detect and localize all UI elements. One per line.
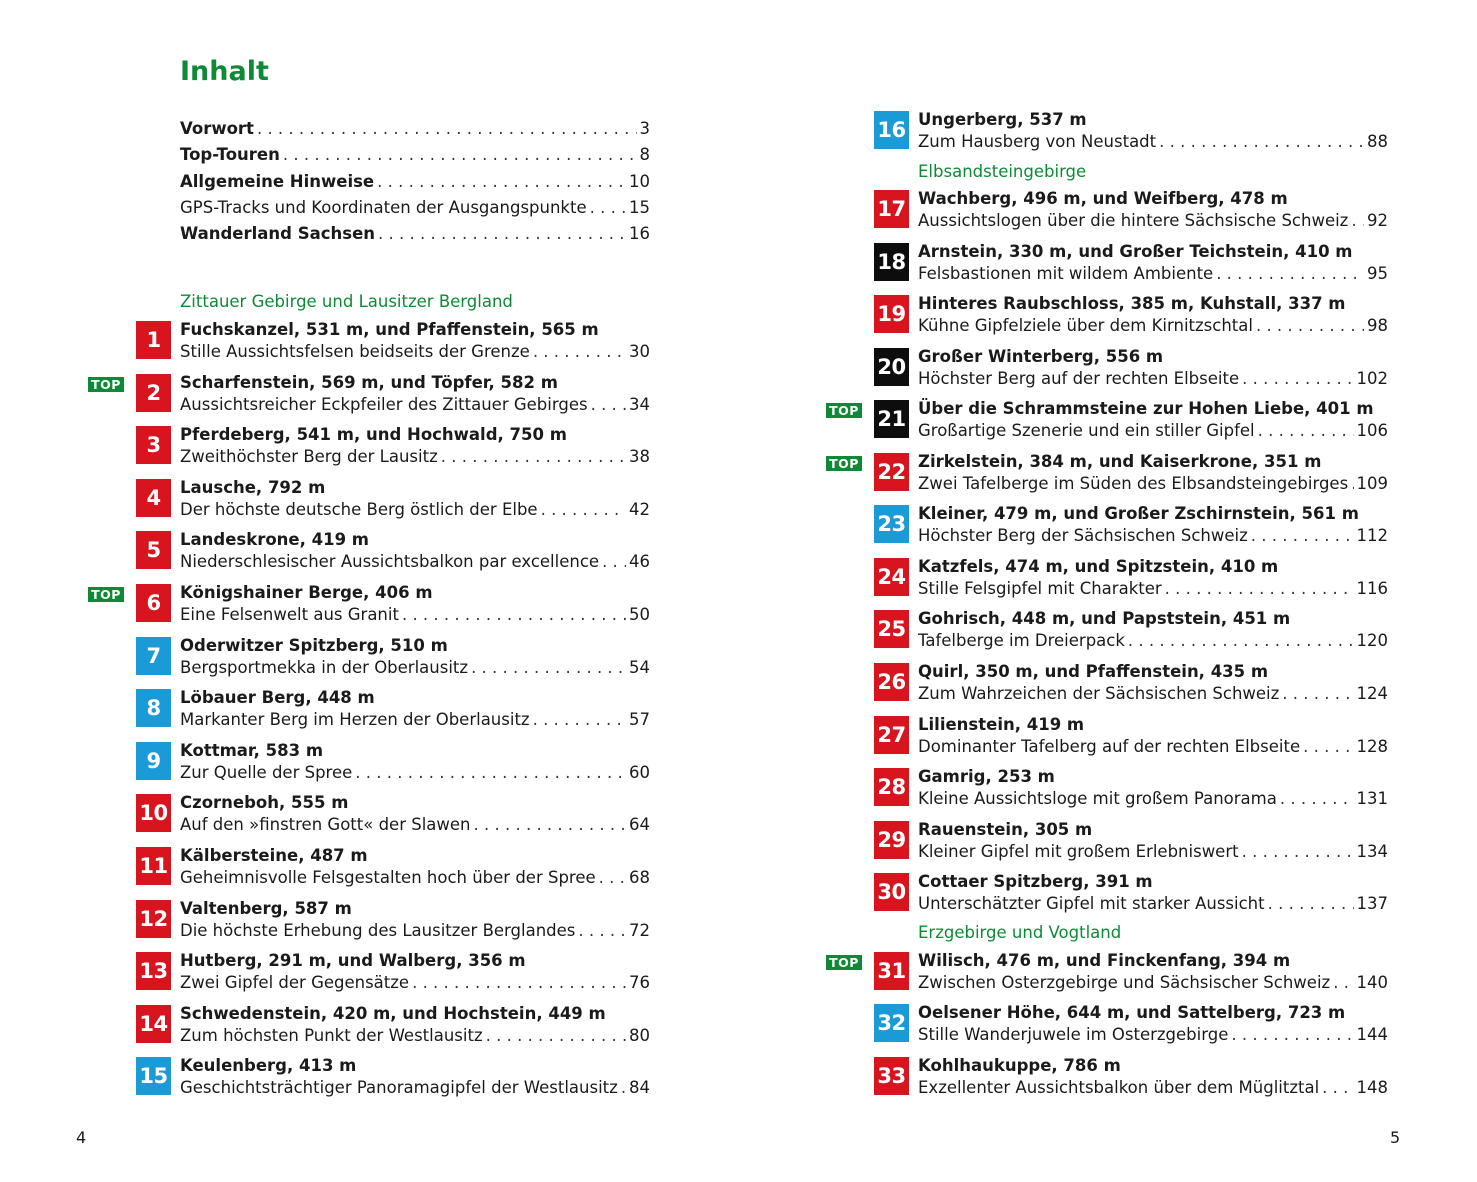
leader-dots: [1256, 315, 1364, 337]
leader-dots: [283, 145, 637, 164]
tour-subtitle-line: [180, 762, 650, 784]
section-heading-elbsandstein: Elbsandsteingebirge: [918, 162, 1087, 181]
tour-subtitle: Kühne Gipfelziele über dem Kirnitzschtal: [918, 316, 1253, 335]
tour-text: [180, 477, 650, 521]
tour-subtitle: Tafelberge im Dreierpack: [918, 631, 1125, 650]
tour-number-badge: 9: [136, 742, 171, 780]
page-number: 8: [639, 145, 650, 165]
tour-title: Löbauer Berg, 448 m: [180, 688, 375, 708]
tour-subtitle-line: [918, 1077, 1388, 1099]
tour-text: [918, 766, 1388, 810]
tour-entry-23[interactable]: [874, 505, 1388, 549]
tour-text: [918, 241, 1388, 285]
page-number: 120: [1356, 631, 1388, 650]
tour-subtitle-line: [180, 604, 650, 626]
tour-subtitle-line: [918, 263, 1388, 285]
tour-entry-16[interactable]: [874, 111, 1388, 155]
leader-dots: [541, 499, 626, 521]
tour-title: Scharfenstein, 569 m, und Töpfer, 582 m: [180, 372, 558, 392]
tour-subtitle: Zwei Gipfel der Gegensätze: [180, 973, 410, 993]
tour-number-badge: 10: [136, 794, 171, 832]
tour-number-badge: 26: [874, 663, 909, 701]
tour-subtitle: Zwei Tafelberge im Süden des Elbsandsteingebirges: [918, 474, 1349, 493]
page-number: 128: [1356, 737, 1388, 756]
page-number: 15: [629, 197, 650, 217]
tour-subtitle: Die höchste Erhebung des Lausitzer Berglandes: [180, 920, 576, 940]
tour-number-badge: 29: [874, 821, 909, 859]
tour-text: [918, 451, 1388, 495]
page-number: 137: [1356, 894, 1388, 913]
page-number: 16: [629, 224, 650, 244]
tour-entry-10[interactable]: [136, 794, 650, 838]
page-number: 10: [629, 171, 650, 191]
tour-subtitle: Dominanter Tafelberg auf der rechten Elbseite: [918, 737, 1301, 756]
tour-entry-2[interactable]: [91, 372, 650, 418]
tour-number-badge: 31: [874, 952, 909, 990]
tour-subtitle-line: [918, 788, 1388, 810]
tour-text: [918, 714, 1388, 758]
page-number: 30: [629, 342, 650, 361]
intro-item-label: Top-Touren: [180, 145, 280, 165]
tour-title: Valtenberg, 587 m: [180, 898, 352, 918]
tour-subtitle-line: [918, 525, 1388, 547]
tour-subtitle: Eine Felsenwelt aus Granit: [180, 605, 399, 624]
tour-subtitle: Bergsportmekka in der Oberlausitz: [180, 657, 469, 677]
tour-subtitle: Höchster Berg der Sächsischen Schweiz: [918, 526, 1248, 545]
tour-title: Arnstein, 330 m, und Großer Teichstein, 410 m: [918, 242, 1353, 261]
top-badge: TOP: [826, 955, 862, 970]
tour-title: Cottaer Spitzberg, 391 m: [918, 872, 1153, 891]
tour-subtitle-line: [918, 420, 1388, 442]
tour-number-badge: 3: [136, 426, 171, 464]
tour-subtitle: Felsbastionen mit wildem Ambiente: [918, 264, 1214, 283]
tour-title: Hinteres Raubschloss, 385 m, Kuhstall, 337 m: [918, 294, 1346, 313]
tour-entry-22[interactable]: [829, 452, 1388, 497]
page-number: 102: [1356, 369, 1388, 388]
tour-subtitle-line: [918, 630, 1388, 652]
tour-subtitle-line: [918, 841, 1388, 863]
tour-text: [918, 950, 1388, 994]
tour-title: Katzfels, 474 m, und Spitzstein, 410 m: [918, 557, 1279, 576]
tour-title: Oderwitzer Spitzberg, 510 m: [180, 635, 448, 655]
tour-subtitle: Aussichtslogen über die hintere Sächsische Schweiz: [918, 211, 1349, 230]
tour-text: [180, 635, 650, 679]
tour-title: Oelsener Höhe, 644 m, und Sattelberg, 723 m: [918, 1003, 1346, 1022]
leader-dots: [1165, 578, 1354, 600]
tour-title: Rauenstein, 305 m: [918, 820, 1093, 839]
tour-subtitle-line: [180, 1077, 650, 1099]
leader-dots: [1242, 368, 1353, 390]
tour-entry-17[interactable]: [874, 190, 1388, 234]
intro-item-top-touren[interactable]: [180, 145, 650, 171]
section-heading-zittau: Zittauer Gebirge und Lausitzer Bergland: [180, 292, 513, 311]
tour-number-badge: 32: [874, 1004, 909, 1042]
tour-number-badge: 18: [874, 243, 909, 281]
tour-title: Landeskrone, 419 m: [180, 530, 369, 550]
tour-text: [180, 845, 650, 889]
tour-subtitle: Stille Felsgipfel mit Charakter: [918, 579, 1162, 598]
tour-text: [918, 819, 1388, 863]
tour-number-badge: 4: [136, 479, 171, 517]
tour-subtitle: Zum Hausberg von Neustadt: [918, 132, 1157, 151]
tour-text: [918, 293, 1388, 337]
leader-dots: [590, 198, 626, 217]
tour-entry-13[interactable]: [136, 952, 650, 996]
tour-title: Wilisch, 476 m, und Finckenfang, 394 m: [918, 951, 1291, 970]
tour-number-badge: 8: [136, 689, 171, 727]
tour-text: [918, 109, 1388, 153]
leader-dots: [533, 341, 626, 363]
tour-number-badge: 14: [136, 1005, 171, 1043]
tour-title: Czorneboh, 555 m: [180, 793, 349, 813]
tour-text: [180, 898, 650, 942]
page-number: 124: [1356, 684, 1388, 703]
page-number: 112: [1356, 526, 1388, 545]
leader-dots: [471, 657, 626, 679]
page-number: 57: [629, 710, 650, 730]
top-badge: TOP: [88, 587, 124, 602]
tour-text: [918, 871, 1388, 915]
tour-entry-25[interactable]: [874, 610, 1388, 654]
page-number: 109: [1356, 474, 1388, 493]
tour-subtitle-line: [918, 210, 1388, 232]
page-number: 148: [1356, 1078, 1388, 1097]
leader-dots: [1303, 736, 1353, 758]
leader-dots: [1251, 525, 1354, 547]
tour-subtitle-line: [180, 920, 650, 942]
tour-text: [180, 792, 650, 836]
leader-dots: [1216, 263, 1364, 285]
tour-entry-30[interactable]: [874, 873, 1388, 917]
tour-text: [180, 687, 650, 731]
tour-number-badge: 25: [874, 610, 909, 648]
leader-dots: [1282, 683, 1353, 705]
tour-number-badge: 16: [874, 111, 909, 149]
tour-entry-33[interactable]: [874, 1057, 1388, 1101]
left-page: [0, 0, 738, 1182]
tour-subtitle-line: [180, 867, 650, 889]
tour-entry-14[interactable]: [136, 1005, 650, 1049]
leader-dots: [1280, 788, 1354, 810]
leader-dots: [602, 551, 626, 573]
page-number: 95: [1367, 264, 1388, 283]
tour-entry-7[interactable]: [136, 637, 650, 681]
leader-dots: [1268, 893, 1354, 915]
page-number: 88: [1367, 132, 1388, 151]
tour-number-badge: 1: [136, 321, 171, 359]
tour-entry-4[interactable]: [136, 479, 650, 523]
page-number: 131: [1356, 789, 1388, 808]
tour-number-badge: 12: [136, 900, 171, 938]
tour-title: Kottmar, 583 m: [180, 740, 324, 760]
tour-text: [180, 1055, 650, 1099]
tour-title: Fuchskanzel, 531 m, und Pfaffenstein, 565 m: [180, 320, 599, 339]
page-number: 42: [629, 499, 650, 519]
tour-number-badge: 20: [874, 348, 909, 386]
page-number: 38: [629, 447, 650, 467]
tour-number-badge: 7: [136, 637, 171, 675]
tour-number-badge: 13: [136, 952, 171, 990]
tour-title: Keulenberg, 413 m: [180, 1056, 357, 1076]
leader-dots: [591, 394, 626, 416]
page-number: 34: [629, 394, 650, 414]
tour-entry-15[interactable]: [136, 1057, 650, 1101]
tour-entry-31[interactable]: [829, 951, 1388, 996]
tour-subtitle-line: [918, 578, 1388, 600]
tour-text: [918, 1055, 1388, 1099]
tour-subtitle-line: [918, 1024, 1388, 1046]
tour-text: [180, 529, 650, 573]
tour-subtitle-line: [180, 499, 650, 521]
tour-subtitle: Der höchste deutsche Berg östlich der Elbe: [180, 499, 538, 519]
leader-dots: [1322, 1077, 1353, 1099]
page-number: 72: [629, 920, 650, 940]
tour-subtitle: Geheimnisvolle Felsgestalten hoch über der Spree: [180, 868, 596, 887]
tour-subtitle-line: [180, 1025, 650, 1047]
tour-text: [918, 1002, 1388, 1046]
tour-title: Schwedenstein, 420 m, und Hochstein, 449 m: [180, 1003, 606, 1023]
tour-entry-3[interactable]: [136, 426, 650, 470]
tour-title: Lilienstein, 419 m: [918, 715, 1085, 734]
leader-dots: [1159, 131, 1364, 153]
intro-list: [180, 119, 650, 250]
leader-dots: [533, 709, 626, 731]
tour-title: Pferdeberg, 541 m, und Hochwald, 750 m: [180, 425, 567, 445]
page-number: 3: [639, 119, 650, 138]
page-number-left: 4: [76, 1128, 87, 1147]
tour-entry-5[interactable]: [136, 531, 650, 575]
page-number: 64: [629, 815, 650, 835]
tour-entry-1[interactable]: [136, 321, 650, 365]
tour-subtitle-line: [918, 131, 1388, 153]
top-badge: TOP: [826, 456, 862, 471]
leader-dots: [578, 920, 626, 942]
tour-subtitle: Zweithöchster Berg der Lausitz: [180, 447, 438, 467]
tour-number-badge: 22: [874, 453, 909, 491]
tour-subtitle-line: [918, 736, 1388, 758]
tour-subtitle: Exzellenter Aussichtsbalkon über dem Müglitztal: [918, 1078, 1320, 1097]
tour-subtitle-line: [180, 814, 650, 836]
tour-subtitle: Unterschätzter Gipfel mit starker Aussicht: [918, 894, 1265, 913]
tour-number-badge: 19: [874, 295, 909, 333]
tour-entry-18[interactable]: [874, 243, 1388, 287]
page-number: 60: [629, 762, 650, 782]
tour-subtitle-line: [180, 709, 650, 731]
top-badge: TOP: [88, 377, 124, 392]
tour-subtitle-line: [918, 683, 1388, 705]
tour-subtitle: Höchster Berg auf der rechten Elbseite: [918, 369, 1240, 388]
tour-title: Kälbersteine, 487 m: [180, 846, 368, 865]
tour-subtitle: Markanter Berg im Herzen der Oberlausitz: [180, 710, 530, 730]
page-number: 46: [629, 552, 650, 572]
tour-subtitle-line: [180, 341, 650, 363]
tour-title: Königshainer Berge, 406 m: [180, 583, 433, 602]
tour-title: Kleiner, 479 m, und Großer Zschirnstein, 561 m: [918, 504, 1359, 523]
tour-title: Gamrig, 253 m: [918, 767, 1055, 786]
tour-text: [918, 346, 1388, 390]
tour-text: [180, 372, 650, 416]
tour-text: [918, 661, 1388, 705]
tour-text: [918, 608, 1388, 652]
tour-entry-11[interactable]: [136, 847, 650, 891]
leader-dots: [599, 867, 626, 889]
tour-subtitle-line: [918, 368, 1388, 390]
tour-subtitle-line: [918, 893, 1388, 915]
tour-number-badge: 33: [874, 1057, 909, 1095]
tour-subtitle: Stille Aussichtsfelsen beidseits der Grenze: [180, 342, 530, 361]
tour-number-badge: 5: [136, 531, 171, 569]
tour-subtitle: Auf den »finstren Gott« der Slawen: [180, 815, 471, 835]
tour-subtitle: Zum höchsten Punkt der Westlausitz: [180, 1025, 483, 1045]
tour-entry-6[interactable]: [91, 583, 650, 628]
tour-entry-24[interactable]: [874, 558, 1388, 602]
page-number-right: 5: [1390, 1128, 1401, 1147]
leader-dots: [1231, 1024, 1353, 1046]
tour-text: [180, 582, 650, 626]
page-title: Inhalt: [180, 56, 269, 87]
tour-number-badge: 17: [874, 190, 909, 228]
leader-dots: [1351, 210, 1364, 232]
page-number: 116: [1356, 579, 1388, 598]
tour-number-badge: 15: [136, 1057, 171, 1095]
tour-title: Über die Schrammsteine zur Hohen Liebe, 401 m: [918, 399, 1374, 418]
tour-entry-9[interactable]: [136, 742, 650, 786]
leader-dots: [412, 972, 626, 994]
leader-dots: [1351, 473, 1353, 495]
tour-number-badge: 24: [874, 558, 909, 596]
tour-text: [180, 950, 650, 994]
leader-dots: [402, 604, 626, 626]
intro-item-vorwort[interactable]: [180, 119, 650, 145]
tour-subtitle: Kleiner Gipfel mit großem Erlebniswert: [918, 842, 1239, 861]
page-number: 98: [1367, 316, 1388, 335]
leader-dots: [378, 224, 626, 243]
tour-entry-28[interactable]: [874, 768, 1388, 812]
tour-text: [918, 188, 1388, 232]
tour-subtitle: Zwischen Osterzgebirge und Sächsischer Schweiz: [918, 973, 1331, 992]
leader-dots: [1258, 420, 1354, 442]
intro-item-label: Vorwort: [180, 119, 254, 138]
tour-number-badge: 27: [874, 716, 909, 754]
tour-entry-20[interactable]: [874, 348, 1388, 392]
tour-text: [918, 398, 1388, 442]
tour-text: [918, 503, 1388, 547]
tour-text: [180, 1003, 650, 1047]
page-number: 144: [1356, 1025, 1388, 1044]
tour-subtitle: Zum Wahrzeichen der Sächsischen Schweiz: [918, 684, 1280, 703]
tour-number-badge: 21: [874, 400, 909, 438]
intro-item-wanderland-sachsen[interactable]: [180, 224, 650, 250]
tour-number-badge: 30: [874, 873, 909, 911]
tour-title: Kohlhaukuppe, 786 m: [918, 1056, 1121, 1075]
tour-text: [918, 556, 1388, 600]
leader-dots: [377, 172, 626, 191]
tour-entry-32[interactable]: [874, 1004, 1388, 1048]
leader-dots: [1333, 972, 1353, 994]
tour-entry-26[interactable]: [874, 663, 1388, 707]
tour-number-badge: 23: [874, 505, 909, 543]
leader-dots: [1242, 841, 1354, 863]
tour-subtitle: Kleine Aussichtsloge mit großem Panorama: [918, 789, 1277, 808]
tour-subtitle-line: [180, 551, 650, 573]
page-number: 76: [629, 973, 650, 993]
tour-text: [180, 319, 650, 363]
tour-number-badge: 28: [874, 768, 909, 806]
page-number: 68: [629, 868, 650, 887]
leader-dots: [1128, 630, 1354, 652]
tour-subtitle-line: [180, 446, 650, 468]
tour-subtitle-line: [918, 972, 1388, 994]
leader-dots: [486, 1025, 626, 1047]
tour-title: Zirkelstein, 384 m, und Kaiserkrone, 351 m: [918, 452, 1322, 471]
page-number: 92: [1367, 211, 1388, 230]
tour-subtitle-line: [180, 394, 650, 416]
intro-item-label: Allgemeine Hinweise: [180, 171, 375, 191]
tour-entry-12[interactable]: [136, 900, 650, 944]
tour-subtitle: Stille Wanderjuwele im Osterzgebirge: [918, 1025, 1229, 1044]
page-number: 106: [1356, 421, 1388, 440]
tour-entry-19[interactable]: [874, 295, 1388, 339]
page-number: 84: [629, 1078, 650, 1098]
intro-item-gps-tracks[interactable]: [180, 198, 650, 224]
tour-subtitle: Niederschlesischer Aussichtsbalkon par excellence: [180, 552, 600, 572]
tour-title: Hutberg, 291 m, und Walberg, 356 m: [180, 951, 526, 971]
tour-title: Gohrisch, 448 m, und Papststein, 451 m: [918, 609, 1291, 628]
tour-subtitle-line: [918, 473, 1388, 495]
tour-subtitle-line: [180, 657, 650, 679]
intro-item-label: GPS-Tracks und Koordinaten der Ausgangspunkte: [180, 197, 587, 217]
tour-entry-27[interactable]: [874, 716, 1388, 760]
right-page: [738, 0, 1477, 1182]
tour-entry-21[interactable]: [829, 399, 1388, 444]
tour-title: Lausche, 792 m: [180, 477, 326, 497]
tour-text: [180, 424, 650, 468]
tour-number-badge: 6: [136, 584, 171, 622]
intro-item-label: Wanderland Sachsen: [180, 224, 376, 244]
tour-title: Großer Winterberg, 556 m: [918, 347, 1164, 366]
page-number: 134: [1356, 842, 1388, 861]
section-heading-erzgebirge: Erzgebirge und Vogtland: [918, 923, 1122, 942]
tour-subtitle: Großartige Szenerie und ein stiller Gipfel: [918, 421, 1255, 440]
tour-entry-8[interactable]: [136, 689, 650, 733]
leader-dots: [355, 762, 626, 784]
intro-item-allgemeine-hinweise[interactable]: [180, 172, 650, 198]
page-number: 54: [629, 657, 650, 677]
tour-subtitle-line: [918, 315, 1388, 337]
leader-dots: [257, 119, 637, 138]
tour-number-badge: 11: [136, 847, 171, 885]
tour-subtitle: Geschichtsträchtiger Panoramagipfel der Westlausitz: [180, 1078, 618, 1098]
tour-text: [180, 740, 650, 784]
leader-dots: [441, 446, 626, 468]
tour-title: Quirl, 350 m, und Pfaffenstein, 435 m: [918, 662, 1269, 681]
page-number: 80: [629, 1025, 650, 1045]
leader-dots: [474, 814, 627, 836]
page-number: 140: [1356, 973, 1388, 992]
top-badge: TOP: [826, 403, 862, 418]
tour-title: Ungerberg, 537 m: [918, 110, 1087, 129]
tour-number-badge: 2: [136, 374, 171, 412]
tour-entry-29[interactable]: [874, 821, 1388, 865]
tour-subtitle: Zur Quelle der Spree: [180, 762, 353, 782]
leader-dots: [621, 1077, 626, 1099]
page-number: 50: [629, 605, 650, 624]
tour-title: Wachberg, 496 m, und Weifberg, 478 m: [918, 189, 1288, 208]
tour-subtitle: Aussichtsreicher Eckpfeiler des Zittauer Gebirges: [180, 394, 588, 414]
tour-subtitle-line: [180, 972, 650, 994]
